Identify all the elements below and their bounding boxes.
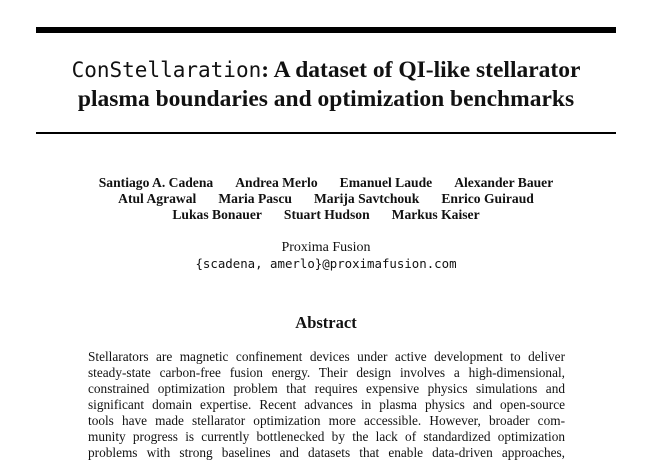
title-line-1	[36, 56, 616, 85]
author-name: Andrea Merlo	[235, 175, 318, 190]
title-bottom-rule	[36, 132, 616, 134]
author-name: Lukas Bonauer	[172, 207, 262, 222]
abstract-line: Stellarators are magnetic confinement devices under active development to deliver	[88, 349, 565, 364]
contact-email[interactable]: {scadena, amerlo}@proximafusion.com	[195, 256, 457, 271]
abstract-line: munity progress is currently bottlenecked by the lack of standardized optimization	[88, 429, 565, 444]
author-name: Emanuel Laude	[339, 175, 433, 190]
author-row-3	[30, 207, 622, 223]
abstract-line: problems with strong baselines and datasets that enable data-driven approaches,	[88, 445, 565, 460]
author-row-2	[30, 191, 622, 207]
author-name: Maria Pascu	[218, 191, 292, 206]
author-name: Atul Agrawal	[118, 191, 197, 206]
abstract-heading: Abstract	[295, 313, 357, 332]
title-line-2: plasma boundaries and optimization benchmarks	[77, 86, 575, 112]
abstract-line: significant domain expertise. Recent advances in plasma physics and open-source	[88, 397, 565, 412]
author-name: Alexander Bauer	[454, 175, 554, 190]
affiliation: Proxima Fusion	[281, 240, 371, 255]
author-name: Markus Kaiser	[391, 207, 480, 222]
author-name: Marija Savtchouk	[313, 191, 420, 206]
author-row-1	[30, 175, 622, 191]
top-rule	[36, 27, 616, 33]
author-name: Enrico Guiraud	[441, 191, 534, 206]
abstract-line: steady-state carbon-free fusion energy. Their design involves a high-dimensional,	[88, 365, 565, 380]
title-mono-name: ConStellaration	[71, 58, 262, 82]
abstract-line: constrained optimization problem that requires expensive physics simulations and	[88, 381, 565, 396]
abstract-body	[88, 349, 565, 461]
paper-title	[36, 56, 616, 114]
author-name: Stuart Hudson	[283, 207, 370, 222]
author-list	[30, 175, 622, 223]
author-name: Santiago A. Cadena	[98, 175, 214, 190]
abstract-line: tools have made stellarator optimization more accessible. However, broader com-	[88, 413, 565, 428]
title-line-1-rest: : A dataset of QI-like stellarator	[261, 57, 581, 83]
